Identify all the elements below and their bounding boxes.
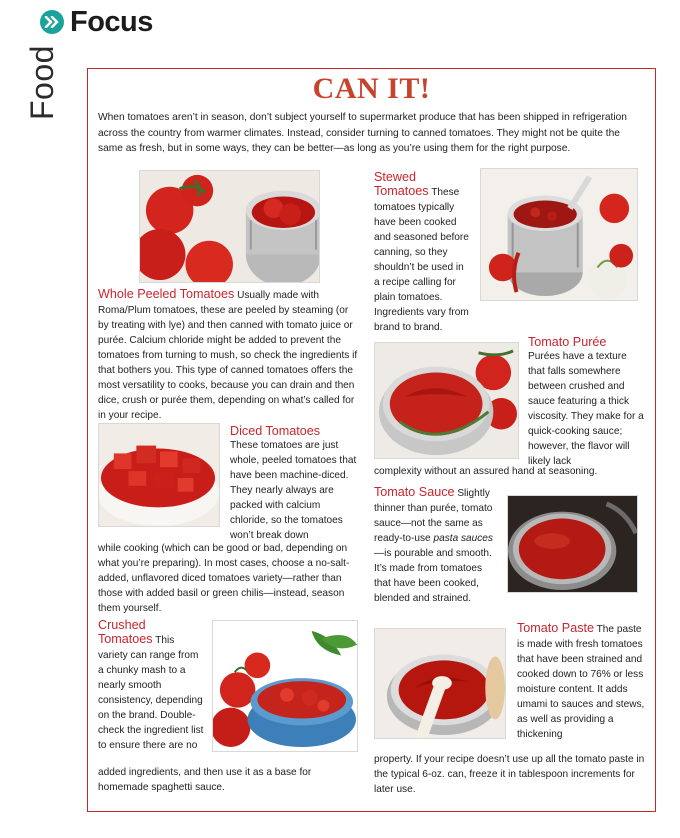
- tomato-paste-photo: [374, 628, 506, 739]
- section-label: Food: [24, 45, 60, 120]
- sauce-body-2: —is pourable and smooth. It’s made from tomatoes that have been cooked, blended and strained.: [374, 548, 492, 604]
- article-intro: When tomatoes aren’t in season, don’t subject yourself to supermarket produce that has been shipped in refrigeration across the country from warmer climates. Instead, consider turning to canned tomatoes. They might not be quite the same as fresh, but in some ways, they can be better—as long as you’re using them for the right purpose.: [98, 112, 627, 154]
- stewed-tomatoes-photo: [480, 168, 638, 301]
- diced-body-a: These tomatoes are just whole, peeled tomatoes that have been machine-diced. They nearly always are packed with calcium chloride, so the tomatoes won’t break down: [230, 440, 357, 541]
- crushed-heading-line2: Tomatoes: [98, 632, 153, 646]
- tomato-sauce-photo: [507, 495, 638, 593]
- sauce-body-emphasis: pasta sauces: [433, 533, 493, 544]
- puree-body-b: complexity without an assured hand at seasoning.: [374, 466, 598, 477]
- paste-section-top: [517, 621, 646, 742]
- article-title: CAN IT!: [312, 72, 431, 105]
- sauce-body-1: Slightly thinner than purée, tomato sauce—not the same as ready-to-use: [374, 488, 493, 544]
- crushed-section-top: [98, 618, 206, 753]
- whole-tomatoes-photo: [139, 170, 320, 283]
- diced-section-top: [230, 424, 358, 543]
- double-chevron-icon: [40, 10, 64, 34]
- sauce-heading: Tomato Sauce: [374, 485, 455, 499]
- diced-tomatoes-photo: [98, 423, 220, 527]
- paste-body-b: property. If your recipe doesn’t use up all the tomato paste in the typical 6-oz. can, freeze it in tablespoon increments for later use.: [374, 754, 645, 795]
- stewed-heading-line2: Tomatoes: [374, 184, 429, 198]
- puree-section-top: [528, 335, 646, 469]
- puree-body-a: Purées have a texture that falls somewhere between crushed and sauce featuring a thick viscosity. They make for a quick-cooking sauce; however, the flavor will likely lack: [528, 351, 644, 467]
- whole-peeled-section: [98, 287, 358, 423]
- brand-name: Focus: [70, 5, 153, 38]
- puree-heading: Tomato Purée: [528, 335, 607, 349]
- magazine-header: [40, 4, 153, 40]
- stewed-section: [374, 170, 472, 335]
- crushed-body-a: This variety can range from a chunky mash to a nearly smooth consistency, depending on the brand. Double-check the ingredient list to ensure there are no: [98, 635, 204, 751]
- stewed-body: These tomatoes typically have been cooked and seasoned before canning, so they shouldn’t be used in a recipe calling for plain tomatoes. Ingredients vary from brand to brand.: [374, 187, 469, 333]
- diced-body-b: while cooking (which can be good or bad, depending on what you’re preparing). In most cases, choose a no-salt-added, unflavored diced tomatoes variety—rather than those with added basil or green chilis—instead, season them yourself.: [98, 543, 350, 614]
- paste-heading: Tomato Paste: [517, 621, 595, 635]
- tomato-puree-photo: [374, 342, 519, 459]
- whole-peeled-heading: Whole Peeled Tomatoes: [98, 287, 235, 301]
- whole-peeled-body: Usually made with Roma/Plum tomatoes, these are peeled by steaming (or by treating with lye) and then canned with tomato juice or purée. Calcium chloride might be added to prevent the tomatoes from turning to mush, so check the ingredients if that bothers you. This type of canned tomatoes offers the most versatility to cooks, because you can drain and then dice, crush or purée them, depending on what’s called for in your recipe.: [98, 290, 358, 421]
- sauce-section: [374, 485, 500, 606]
- stewed-heading-line1: Stewed: [374, 170, 417, 184]
- crushed-body-b: added ingredients, and then use it as a base for homemade spaghetti sauce.: [98, 767, 312, 793]
- paste-body-a: The paste is made with fresh tomatoes that have been strained and cooked down to 76% or less moisture content. It adds umami to sauces and stews, as well as providing a thickening: [517, 624, 645, 740]
- diced-heading: Diced Tomatoes: [230, 424, 321, 438]
- crushed-tomatoes-photo: [212, 620, 358, 752]
- crushed-heading-line1: Crushed: [98, 618, 146, 632]
